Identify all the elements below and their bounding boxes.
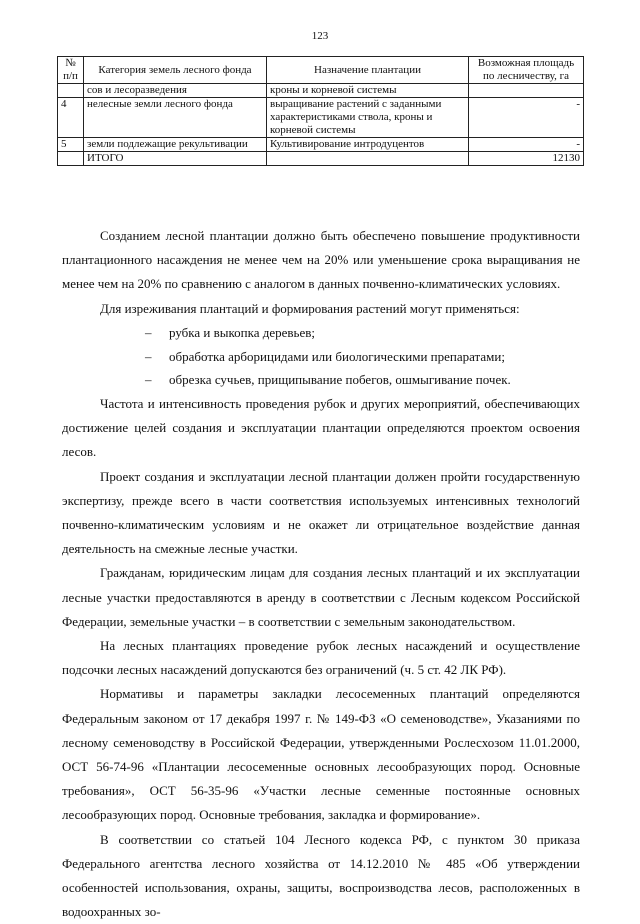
paragraph: Созданием лесной плантации должно быть обеспечено повышение продуктивности плантационного насаждения не менее чем на 20% или уменьшение срока выращивания не менее чем на 20% по сравнению с аналогом в данных почвенно-климатических условиях.: [62, 228, 580, 292]
header-area: Возможная площадь по лесничеству, га: [469, 57, 584, 84]
cell-number: [58, 152, 84, 166]
table-row: [58, 98, 584, 138]
cell-category: сов и лесоразведения: [84, 84, 267, 98]
land-category-table: [57, 56, 584, 166]
table-row: [58, 138, 584, 152]
table-row: [58, 84, 584, 98]
cell-category: ИТОГО: [84, 152, 267, 166]
cell-purpose: выращивание растений с заданными характеристиками ствола, кроны и корневой системы: [267, 98, 469, 138]
list-item: – рубка и выкопка деревьев;: [145, 324, 315, 340]
paragraph: Для изреживания плантаций и формирования растений могут применяться:: [100, 300, 520, 316]
table-total-row: [58, 152, 584, 166]
paragraph: Гражданам, юридическим лицам для создания лесных плантаций и их эксплуатации лесные участки предоставляются в аренду в соответствии с Лесным кодексом Российской Федерации, земельные участки – в соответствии с земельным законодательством.: [62, 565, 580, 629]
header-number: № п/п: [58, 57, 84, 84]
cell-number: 5: [58, 138, 84, 152]
cell-purpose: [267, 152, 469, 166]
cell-purpose: Культивирование интродуцентов: [267, 138, 469, 152]
cell-area: [469, 84, 584, 98]
header-category: Категория земель лесного фонда: [84, 57, 267, 84]
header-purpose: Назначение плантации: [267, 57, 469, 84]
cell-category: земли подлежащие рекультивации: [84, 138, 267, 152]
table-header-row: [58, 57, 584, 84]
list-item: – обработка арборицидами или биологическими препаратами;: [145, 348, 505, 364]
cell-area: -: [469, 138, 584, 152]
paragraph: На лесных плантациях проведение рубок лесных насаждений и осуществление подсочки лесных насаждений допускаются без ограничений (ч. 5 ст. 42 ЛК РФ).: [62, 637, 580, 678]
cell-category: нелесные земли лесного фонда: [84, 98, 267, 138]
paragraph: Нормативы и параметры закладки лесосеменных плантаций определяются Федеральным законом от 17 декабря 1997 г. № 149-ФЗ «О семеноводстве», Указаниями по лесному семеноводству в Российской Федерации, утвержденными Рослесхозом 11.01.2000, ОСТ 56-74-96 «Плантации лесосеменные основных лесообразующих пород. Основные требования», ОСТ 56-35-96 «Участки лесные семенные постоянные основных лесообразующих пород. Основные требования, закладка и формирование».: [62, 686, 580, 823]
cell-area: -: [469, 98, 584, 138]
cell-number: [58, 84, 84, 98]
list-item: – обрезка сучьев, прищипывание побегов, ошмыгивание почек.: [145, 372, 511, 388]
cell-number: 4: [58, 98, 84, 138]
cell-purpose: кроны и корневой системы: [267, 84, 469, 98]
cell-area: 12130: [469, 152, 584, 166]
paragraph: В соответствии со статьей 104 Лесного кодекса РФ, с пунктом 30 приказа Федерального агентства лесного хозяйства от 14.12.2010 № 485 «Об утверждении особенностей использования, охраны, защиты, воспроизводства лесов, расположенных в водоохранных зо-: [62, 831, 580, 920]
methods-list: [62, 321, 580, 392]
body-text: [62, 224, 580, 924]
paragraph: Частота и интенсивность проведения рубок и других мероприятий, обеспечивающих достижение целей создания и эксплуатации плантации определяются проектом освоения лесов.: [62, 395, 580, 460]
paragraph: Проект создания и эксплуатации лесной плантации должен пройти государственную экспертизу, прежде всего в части соответствия используемых интенсивных технологий почвенно-климатическим условиям и не окажет ли отрицательное воздействие данная деятельность на смежные лесные участки.: [62, 468, 580, 557]
page-number: 123: [311, 30, 329, 42]
